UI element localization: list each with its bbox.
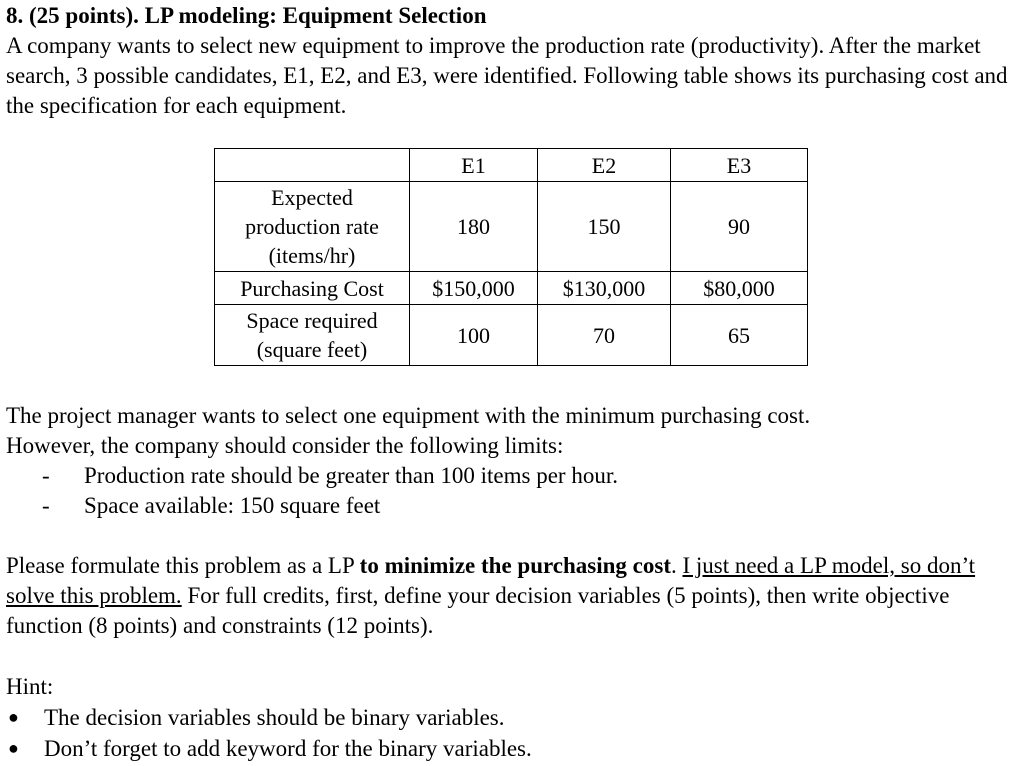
table-cell: 180 bbox=[410, 182, 538, 272]
instructions-paragraph bbox=[6, 551, 1020, 641]
list-item bbox=[6, 491, 1018, 521]
bullet-icon: ● bbox=[8, 707, 19, 727]
instructions-part-1: Please formulate this problem as a LP bbox=[6, 553, 360, 578]
hint-text: The decision variables should be binary variables. bbox=[44, 705, 505, 730]
equipment-spec-table bbox=[214, 148, 808, 366]
hint-text: Don’t forget to add keyword for the binary variables. bbox=[44, 736, 532, 761]
table-header-row bbox=[215, 149, 808, 182]
instructions-section bbox=[6, 551, 1020, 641]
row-label-line: Space required bbox=[246, 308, 378, 333]
row-label-space-required bbox=[215, 305, 410, 366]
row-label-production-rate bbox=[215, 182, 410, 272]
table-cell: $130,000 bbox=[538, 272, 671, 305]
table-cell: 90 bbox=[671, 182, 808, 272]
list-item bbox=[6, 733, 1018, 764]
row-label-line: Purchasing Cost bbox=[240, 275, 384, 301]
problem-heading: 8. (25 points). LP modeling: Equipment Selection bbox=[6, 3, 487, 28]
row-label-line: Expected bbox=[271, 185, 353, 210]
dash-icon: - bbox=[42, 493, 50, 518]
table-cell: $80,000 bbox=[671, 272, 808, 305]
limits-section bbox=[6, 401, 1018, 521]
instructions-part-3: For full credits, first, define your decision variables (5 points), then write objective function (8 points) and constraints (12 points). bbox=[6, 583, 950, 638]
table-row bbox=[215, 272, 808, 305]
table-cell: 70 bbox=[538, 305, 671, 366]
table-header-cell: E2 bbox=[538, 149, 671, 182]
hint-section bbox=[6, 672, 1018, 764]
row-label-purchasing-cost bbox=[215, 272, 410, 305]
limits-line-1: The project manager wants to select one equipment with the minimum purchasing cost. bbox=[6, 403, 811, 428]
equipment-table-wrap bbox=[214, 148, 808, 366]
row-label-line: (square feet) bbox=[256, 337, 368, 362]
instructions-bold: to minimize the purchasing cost bbox=[359, 553, 671, 578]
limit-text: Space available: 150 square feet bbox=[84, 493, 381, 518]
table-cell: 150 bbox=[538, 182, 671, 272]
instructions-underlined: I just need a LP model, so don’t solve this problem. bbox=[6, 553, 976, 608]
row-label-line: production rate bbox=[245, 214, 379, 239]
problem-intro: A company wants to select new equipment to improve the production rate (productivity). After the market search, 3 possible candidates, E1, E2, and E3, were identified. Following table shows its purchasing cost and the specification for each equipment. bbox=[6, 33, 1008, 118]
limits-line-2: However, the company should consider the following limits: bbox=[6, 433, 564, 458]
table-row bbox=[215, 305, 808, 366]
table-header-cell bbox=[215, 149, 410, 182]
bullet-icon: ● bbox=[8, 738, 19, 758]
table-header-cell: E1 bbox=[410, 149, 538, 182]
limits-list bbox=[6, 461, 1018, 521]
table-header-cell: E3 bbox=[671, 149, 808, 182]
table-row bbox=[215, 182, 808, 272]
table-cell: $150,000 bbox=[410, 272, 538, 305]
problem-page bbox=[6, 0, 1018, 121]
table-cell: 65 bbox=[671, 305, 808, 366]
row-label-line: (items/hr) bbox=[268, 243, 356, 268]
list-item bbox=[6, 461, 1018, 491]
hint-title: Hint: bbox=[6, 674, 54, 699]
hint-list bbox=[6, 702, 1018, 764]
limit-text: Production rate should be greater than 100 items per hour. bbox=[84, 463, 618, 488]
table-cell: 100 bbox=[410, 305, 538, 366]
dash-icon: - bbox=[42, 463, 50, 488]
list-item bbox=[6, 702, 1018, 733]
instructions-part-2: . bbox=[671, 553, 683, 578]
